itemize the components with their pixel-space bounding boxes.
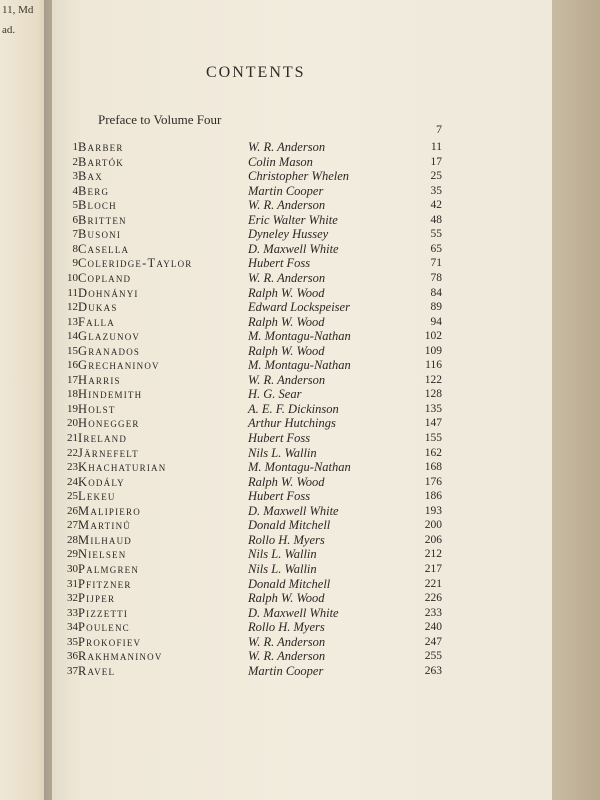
entry-number: 7 — [72, 228, 78, 241]
contents-entry — [0, 547, 600, 562]
entry-number: 35 — [67, 635, 78, 648]
composer-name: Ravel — [78, 663, 116, 678]
essay-author: W. R. Anderson — [248, 140, 326, 154]
contents-entry — [0, 489, 600, 504]
entry-page-number: 168 — [424, 461, 442, 474]
composer-name: Malipiero — [78, 503, 141, 518]
essay-author: Eric Walter White — [248, 212, 338, 227]
essay-author: H. G. Sear — [248, 387, 302, 402]
entry-number: 18 — [67, 388, 78, 401]
entry-page-number: 89 — [430, 301, 442, 314]
essay-author: A. E. F. Dickinson — [248, 401, 339, 416]
composer-name: Holst — [78, 401, 116, 416]
preface-label: Preface to Volume Four — [98, 112, 222, 127]
entry-page-number: 116 — [425, 359, 442, 372]
entry-page-number: 212 — [424, 548, 442, 561]
composer-name: Granados — [78, 343, 141, 358]
page-title: CONTENTS — [206, 64, 306, 81]
entry-number: 15 — [67, 344, 78, 357]
composer-name: Berg — [78, 183, 110, 198]
entry-page-number: 176 — [424, 475, 442, 488]
essay-author: Martin Cooper — [248, 663, 324, 678]
essay-author: Edward Lockspeiser — [248, 300, 350, 315]
composer-name: Milhaud — [78, 532, 133, 547]
essay-author: Ralph W. Wood — [248, 474, 325, 489]
contents-entry — [0, 460, 600, 475]
entry-page-number: 35 — [430, 184, 442, 197]
contents-entry — [0, 300, 600, 315]
entry-number: 36 — [67, 650, 78, 663]
composer-name: Glazunov — [78, 329, 141, 344]
entry-page-number: 128 — [424, 388, 442, 401]
composer-name: Falla — [78, 314, 115, 329]
contents-entry — [0, 431, 600, 446]
entry-number: 29 — [67, 548, 78, 561]
composer-name: Rakhmaninov — [78, 649, 163, 664]
contents-entry — [0, 504, 600, 519]
essay-author: D. Maxwell White — [248, 503, 339, 518]
entry-page-number: 162 — [424, 446, 442, 459]
contents-entry — [0, 533, 600, 548]
entry-number: 13 — [67, 315, 78, 328]
composer-name: Britten — [78, 212, 127, 227]
essay-author: Hubert Foss — [248, 489, 311, 504]
essay-author: Nils L. Wallin — [248, 445, 317, 460]
contents-entry — [0, 140, 600, 155]
contents-entry — [0, 213, 600, 228]
entry-number: 30 — [67, 562, 78, 575]
contents-entry — [0, 591, 600, 606]
contents-entry — [0, 198, 600, 213]
entry-number: 3 — [72, 170, 78, 183]
composer-name: Pfitzner — [78, 576, 132, 591]
composer-name: Kodály — [78, 474, 125, 489]
entry-number: 10 — [67, 271, 78, 284]
entry-number: 34 — [67, 621, 78, 634]
entry-number: 14 — [67, 330, 78, 343]
essay-author: D. Maxwell White — [248, 605, 339, 620]
entry-number: 17 — [67, 373, 78, 386]
contents-entry — [0, 344, 600, 359]
entry-number: 8 — [72, 242, 78, 255]
entry-page-number: 71 — [430, 257, 442, 270]
essay-author: Ralph W. Wood — [248, 314, 325, 329]
entry-number: 37 — [67, 664, 78, 677]
composer-name: Khachaturian — [78, 460, 167, 475]
entry-number: 1 — [72, 141, 78, 153]
entry-number: 4 — [72, 184, 78, 197]
contents-entry — [0, 649, 600, 664]
entry-page-number: 240 — [424, 621, 442, 634]
contents-entry — [0, 227, 600, 242]
contents-entry — [0, 562, 600, 577]
entry-page-number: 217 — [424, 562, 442, 575]
entry-number: 33 — [67, 606, 78, 619]
composer-name: Grechaninov — [78, 358, 160, 373]
contents-entry — [0, 286, 600, 301]
essay-author: Rollo H. Myers — [248, 532, 325, 547]
contents-entry — [0, 664, 600, 679]
contents-entry — [0, 475, 600, 490]
composer-name: Honegger — [78, 416, 140, 431]
entry-number: 31 — [67, 577, 78, 590]
entry-page-number: 206 — [424, 533, 442, 546]
essay-author: M. Montagu-Nathan — [248, 329, 351, 344]
preface-page-number: 7 — [436, 122, 442, 136]
entry-page-number: 94 — [430, 315, 442, 328]
contents-entry — [0, 620, 600, 635]
contents-entry — [0, 446, 600, 461]
entry-page-number: 233 — [424, 606, 442, 619]
composer-name: Prokofiev — [78, 634, 142, 649]
composer-name: Bax — [78, 169, 103, 184]
essay-author: Martin Cooper — [248, 183, 324, 198]
composer-name: Harris — [78, 372, 121, 387]
essay-author: Nils L. Wallin — [248, 561, 317, 576]
composer-name: Lekeu — [78, 489, 116, 504]
entry-number: 2 — [72, 155, 78, 168]
contents-entry — [0, 155, 600, 170]
composer-name: Coleridge-Taylor — [78, 256, 193, 271]
entry-number: 27 — [67, 519, 78, 532]
essay-author: Dyneley Hussey — [248, 227, 329, 242]
composer-name: Casella — [78, 241, 130, 256]
entry-page-number: 78 — [430, 271, 442, 284]
composer-name: Pizzetti — [78, 605, 129, 620]
entry-page-number: 48 — [430, 213, 442, 226]
entry-number: 16 — [67, 359, 78, 372]
essay-author: Christopher Whelen — [248, 169, 350, 184]
entry-page-number: 186 — [424, 490, 442, 503]
composer-name: Bartók — [78, 154, 124, 169]
entry-page-number: 135 — [424, 402, 442, 415]
essay-author: W. R. Anderson — [248, 372, 326, 387]
entry-page-number: 247 — [424, 635, 442, 648]
contents-entry — [0, 184, 600, 199]
entry-page-number: 55 — [430, 228, 442, 241]
left-page-fragment: ad. — [2, 24, 16, 36]
entry-number: 32 — [67, 592, 78, 605]
essay-author: W. R. Anderson — [248, 649, 326, 664]
essay-author: W. R. Anderson — [248, 198, 326, 213]
entry-number: 5 — [72, 199, 78, 212]
essay-author: Hubert Foss — [248, 256, 311, 271]
composer-name: Ireland — [78, 431, 128, 445]
essay-author: Donald Mitchell — [248, 576, 331, 591]
essay-author: Nils L. Wallin — [248, 547, 317, 562]
contents-entry — [0, 635, 600, 650]
composer-name: Järnefelt — [78, 445, 139, 460]
composer-name: Nielsen — [78, 547, 127, 562]
contents-entry — [0, 169, 600, 184]
composer-name: Martinů — [78, 518, 131, 533]
entry-number: 21 — [67, 432, 78, 444]
entry-number: 9 — [72, 257, 78, 270]
entry-number: 6 — [72, 213, 78, 226]
essay-author: Ralph W. Wood — [248, 285, 325, 300]
entry-number: 19 — [67, 402, 78, 415]
entry-page-number: 226 — [424, 592, 442, 605]
essay-author: W. R. Anderson — [248, 634, 326, 649]
entry-number: 25 — [67, 490, 78, 503]
composer-name: Copland — [78, 270, 132, 285]
entry-page-number: 11 — [430, 141, 442, 153]
composer-name: Pijper — [78, 591, 116, 606]
essay-author: D. Maxwell White — [248, 241, 339, 256]
essay-author: M. Montagu-Nathan — [248, 460, 351, 475]
entry-page-number: 155 — [424, 432, 442, 444]
entry-number: 12 — [67, 301, 78, 314]
composer-name: Dukas — [78, 300, 118, 315]
entry-page-number: 221 — [424, 577, 442, 590]
entry-number: 24 — [67, 475, 78, 488]
essay-author: M. Montagu-Nathan — [248, 358, 351, 373]
entry-number: 28 — [67, 533, 78, 546]
contents-entry — [0, 416, 600, 431]
contents-entry — [0, 271, 600, 286]
contents-entry — [0, 358, 600, 373]
contents-entry — [0, 387, 600, 402]
contents-entry — [0, 518, 600, 533]
composer-name: Palmgren — [78, 561, 140, 576]
entry-page-number: 17 — [430, 155, 442, 168]
contents-entry — [0, 577, 600, 592]
essay-author: Rollo H. Myers — [248, 620, 325, 635]
composer-name: Bloch — [78, 198, 117, 213]
entry-page-number: 147 — [424, 417, 442, 430]
composer-name: Poulenc — [78, 620, 130, 635]
left-page-fragment: 11, Md — [2, 4, 34, 16]
essay-author: Ralph W. Wood — [248, 591, 325, 606]
composer-name: Hindemith — [78, 387, 143, 402]
essay-author: Ralph W. Wood — [248, 343, 325, 358]
entry-page-number: 122 — [424, 373, 442, 386]
entry-page-number: 200 — [424, 519, 442, 532]
entry-page-number: 263 — [424, 664, 442, 677]
entry-page-number: 42 — [430, 199, 442, 212]
composer-name: Barber — [78, 140, 124, 154]
entry-page-number: 84 — [430, 286, 442, 299]
entry-number: 20 — [67, 417, 78, 430]
contents-entry — [0, 329, 600, 344]
entry-page-number: 65 — [430, 242, 442, 255]
contents-entry — [0, 402, 600, 417]
contents-entry — [0, 373, 600, 388]
essay-author: Arthur Hutchings — [248, 416, 336, 431]
entry-number: 11 — [67, 286, 78, 299]
entry-page-number: 193 — [424, 504, 442, 517]
contents-entry — [0, 315, 600, 330]
entry-number: 23 — [67, 461, 78, 474]
contents-entry — [0, 606, 600, 621]
essay-author: Colin Mason — [248, 154, 313, 169]
contents-entry — [0, 242, 600, 257]
composer-name: Busoni — [78, 227, 122, 242]
entry-page-number: 25 — [430, 170, 442, 183]
entry-number: 26 — [67, 504, 78, 517]
entry-page-number: 255 — [424, 650, 442, 663]
essay-author: W. R. Anderson — [248, 270, 326, 285]
essay-author: Donald Mitchell — [248, 518, 331, 533]
entry-page-number: 109 — [424, 344, 442, 357]
essay-author: Hubert Foss — [248, 431, 311, 445]
composer-name: Dohnányi — [78, 285, 139, 300]
entry-page-number: 102 — [424, 330, 442, 343]
contents-entry — [0, 256, 600, 271]
entry-number: 22 — [67, 446, 78, 459]
